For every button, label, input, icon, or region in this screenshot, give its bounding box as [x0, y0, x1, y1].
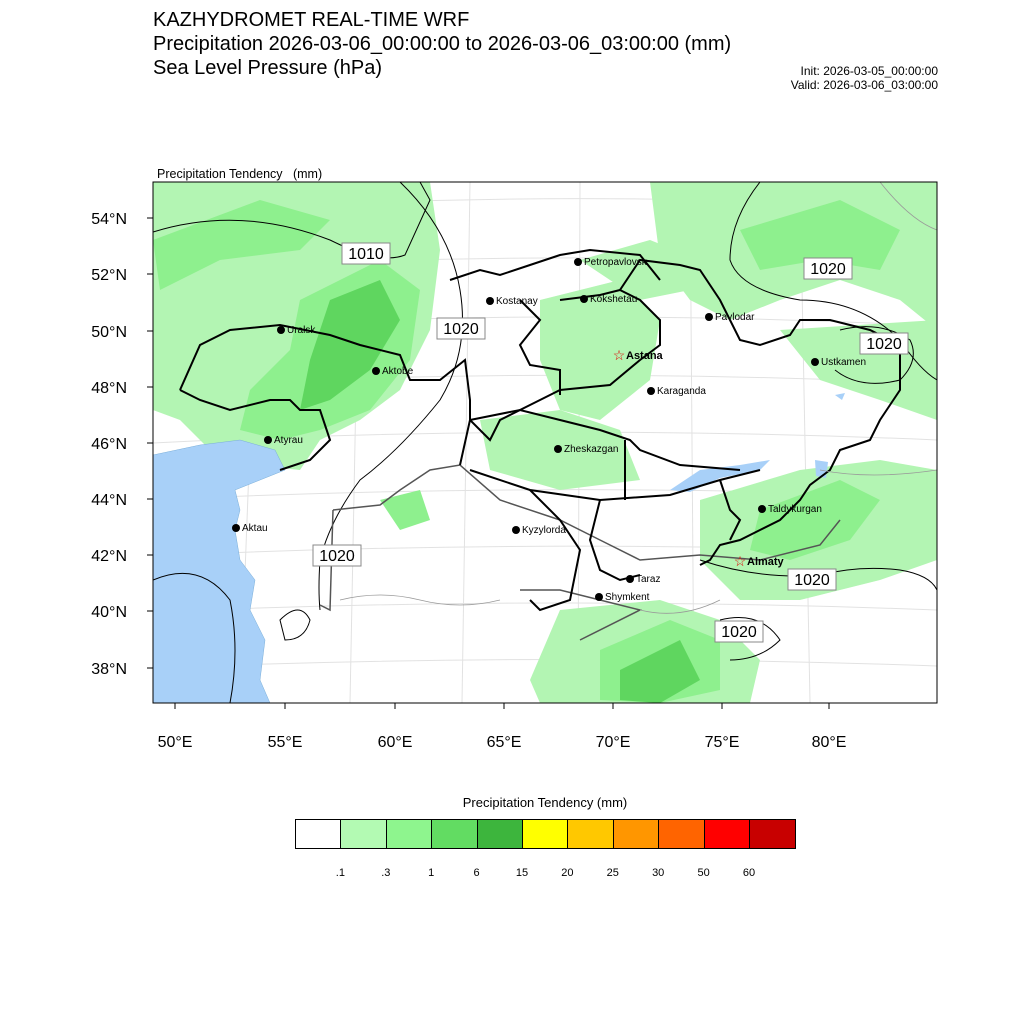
city-zheskazgan: [554, 444, 618, 455]
city-label: Uralsk: [287, 325, 316, 336]
title-line-1: KAZHYDROMET REAL-TIME WRF: [153, 9, 470, 31]
city-label: Atyrau: [274, 435, 303, 446]
legend-swatch: [568, 820, 613, 848]
lat-label: 46°N: [91, 436, 127, 453]
city-label: Kostanay: [496, 296, 538, 307]
city-almaty: [734, 553, 785, 569]
city-dot: [811, 358, 819, 366]
city-dot: [626, 575, 634, 583]
isobar-label-box: [788, 569, 836, 590]
isobar-label: 1020: [810, 261, 846, 278]
city-dot: [574, 258, 582, 266]
capital-star-icon: ☆: [612, 347, 626, 363]
city-label: Kokshetau: [590, 294, 638, 305]
isobar-label-box: [860, 333, 908, 354]
isobar-label: 1020: [794, 572, 830, 589]
lat-label: 54°N: [91, 211, 127, 228]
legend-colorbar: [295, 819, 796, 849]
city-label: Petropavlovsk: [584, 257, 647, 268]
city-dot: [372, 367, 380, 375]
title-line-2: Precipitation 2026-03-06_00:00:00 to 2026-03-06_03:00:00 (mm): [153, 33, 732, 55]
city-dot: [580, 295, 588, 303]
legend-title: Precipitation Tendency (mm): [462, 795, 628, 810]
valid-time: Valid: 2026-03-06_03:00:00: [790, 78, 938, 92]
lat-label: 52°N: [91, 267, 127, 284]
city-label: Aktau: [242, 523, 268, 534]
legend-swatch: [341, 820, 386, 848]
legend-tick-label: 25: [606, 867, 619, 879]
city-dot: [554, 445, 562, 453]
lat-label: 42°N: [91, 548, 127, 565]
isobar-label: 1020: [866, 336, 902, 353]
isobar-label-box: [804, 258, 852, 279]
legend-swatch: [478, 820, 523, 848]
title-line-3: Sea Level Pressure (hPa): [153, 57, 383, 79]
longitude-labels: [158, 734, 847, 751]
legend-swatch: [614, 820, 659, 848]
city-dot: [705, 313, 713, 321]
legend-tick-label: .3: [381, 867, 391, 879]
city-label: Taldykurgan: [768, 504, 822, 515]
lat-label: 40°N: [91, 604, 127, 621]
city-label: Kyzylorda: [522, 525, 566, 536]
isobar-label-box: [715, 621, 763, 642]
city-label: Ustkamen: [821, 357, 867, 368]
legend-tick-label: 20: [561, 867, 574, 879]
city-label: Taraz: [636, 574, 661, 585]
legend-swatch: [296, 820, 341, 848]
isobar-label-box: [437, 318, 485, 339]
city-label: Zheskazgan: [564, 444, 619, 455]
lon-label: 70°E: [595, 734, 631, 751]
isobar-label-box: [313, 545, 361, 566]
legend-tick-label: .1: [335, 867, 345, 879]
city-dot: [512, 526, 520, 534]
lon-label: 50°E: [157, 734, 193, 751]
city-taldykurgan: [758, 504, 822, 515]
city-dot: [647, 387, 655, 395]
city-dot: [758, 505, 766, 513]
lat-label: 38°N: [91, 661, 127, 678]
legend-tick-label: 60: [742, 867, 756, 879]
legend-tick-label: 15: [515, 867, 529, 879]
city-dot: [232, 524, 240, 532]
isobar-label: 1010: [348, 246, 384, 263]
city-label: Aktobe: [382, 366, 414, 377]
init-time: Init: 2026-03-05_00:00:00: [800, 64, 938, 78]
lat-label: 48°N: [91, 380, 127, 397]
lon-label: 75°E: [704, 734, 740, 751]
legend-swatch: [659, 820, 704, 848]
legend-swatch: [432, 820, 477, 848]
city-label: Almaty: [747, 556, 784, 568]
field-precip-label: Precipitation Tendency (mm): [157, 167, 323, 181]
latitude-labels: [91, 211, 127, 678]
legend-tick-label: 1: [428, 867, 435, 879]
city-label: Astana: [626, 350, 663, 362]
legend-tick-label: 50: [697, 867, 710, 879]
legend-swatch: [387, 820, 432, 848]
legend-swatch: [705, 820, 750, 848]
isobar-label: 1020: [721, 624, 757, 641]
legend-tick-label: 6: [473, 867, 480, 879]
lon-label: 55°E: [267, 734, 303, 751]
capital-star-icon: ☆: [733, 553, 747, 569]
lat-label: 44°N: [91, 492, 127, 509]
lat-label: 50°N: [91, 324, 127, 341]
legend-swatch: [523, 820, 568, 848]
city-dot: [486, 297, 494, 305]
city-dot: [595, 593, 603, 601]
lon-label: 65°E: [486, 734, 522, 751]
isobar-label: 1020: [319, 548, 355, 565]
city-label: Pavlodar: [715, 312, 755, 323]
city-label: Shymkent: [605, 592, 650, 603]
isobar-label-box: [342, 243, 390, 264]
city-astana: [613, 347, 664, 363]
city-label: Karaganda: [657, 386, 706, 397]
lon-label: 60°E: [377, 734, 413, 751]
city-dot: [277, 326, 285, 334]
isobar-label: 1020: [443, 321, 479, 338]
legend-tick-label: 30: [652, 867, 665, 879]
city-dot: [264, 436, 272, 444]
city-petropavlovsk: [574, 257, 648, 268]
legend-swatch: [750, 820, 795, 848]
lon-label: 80°E: [811, 734, 847, 751]
